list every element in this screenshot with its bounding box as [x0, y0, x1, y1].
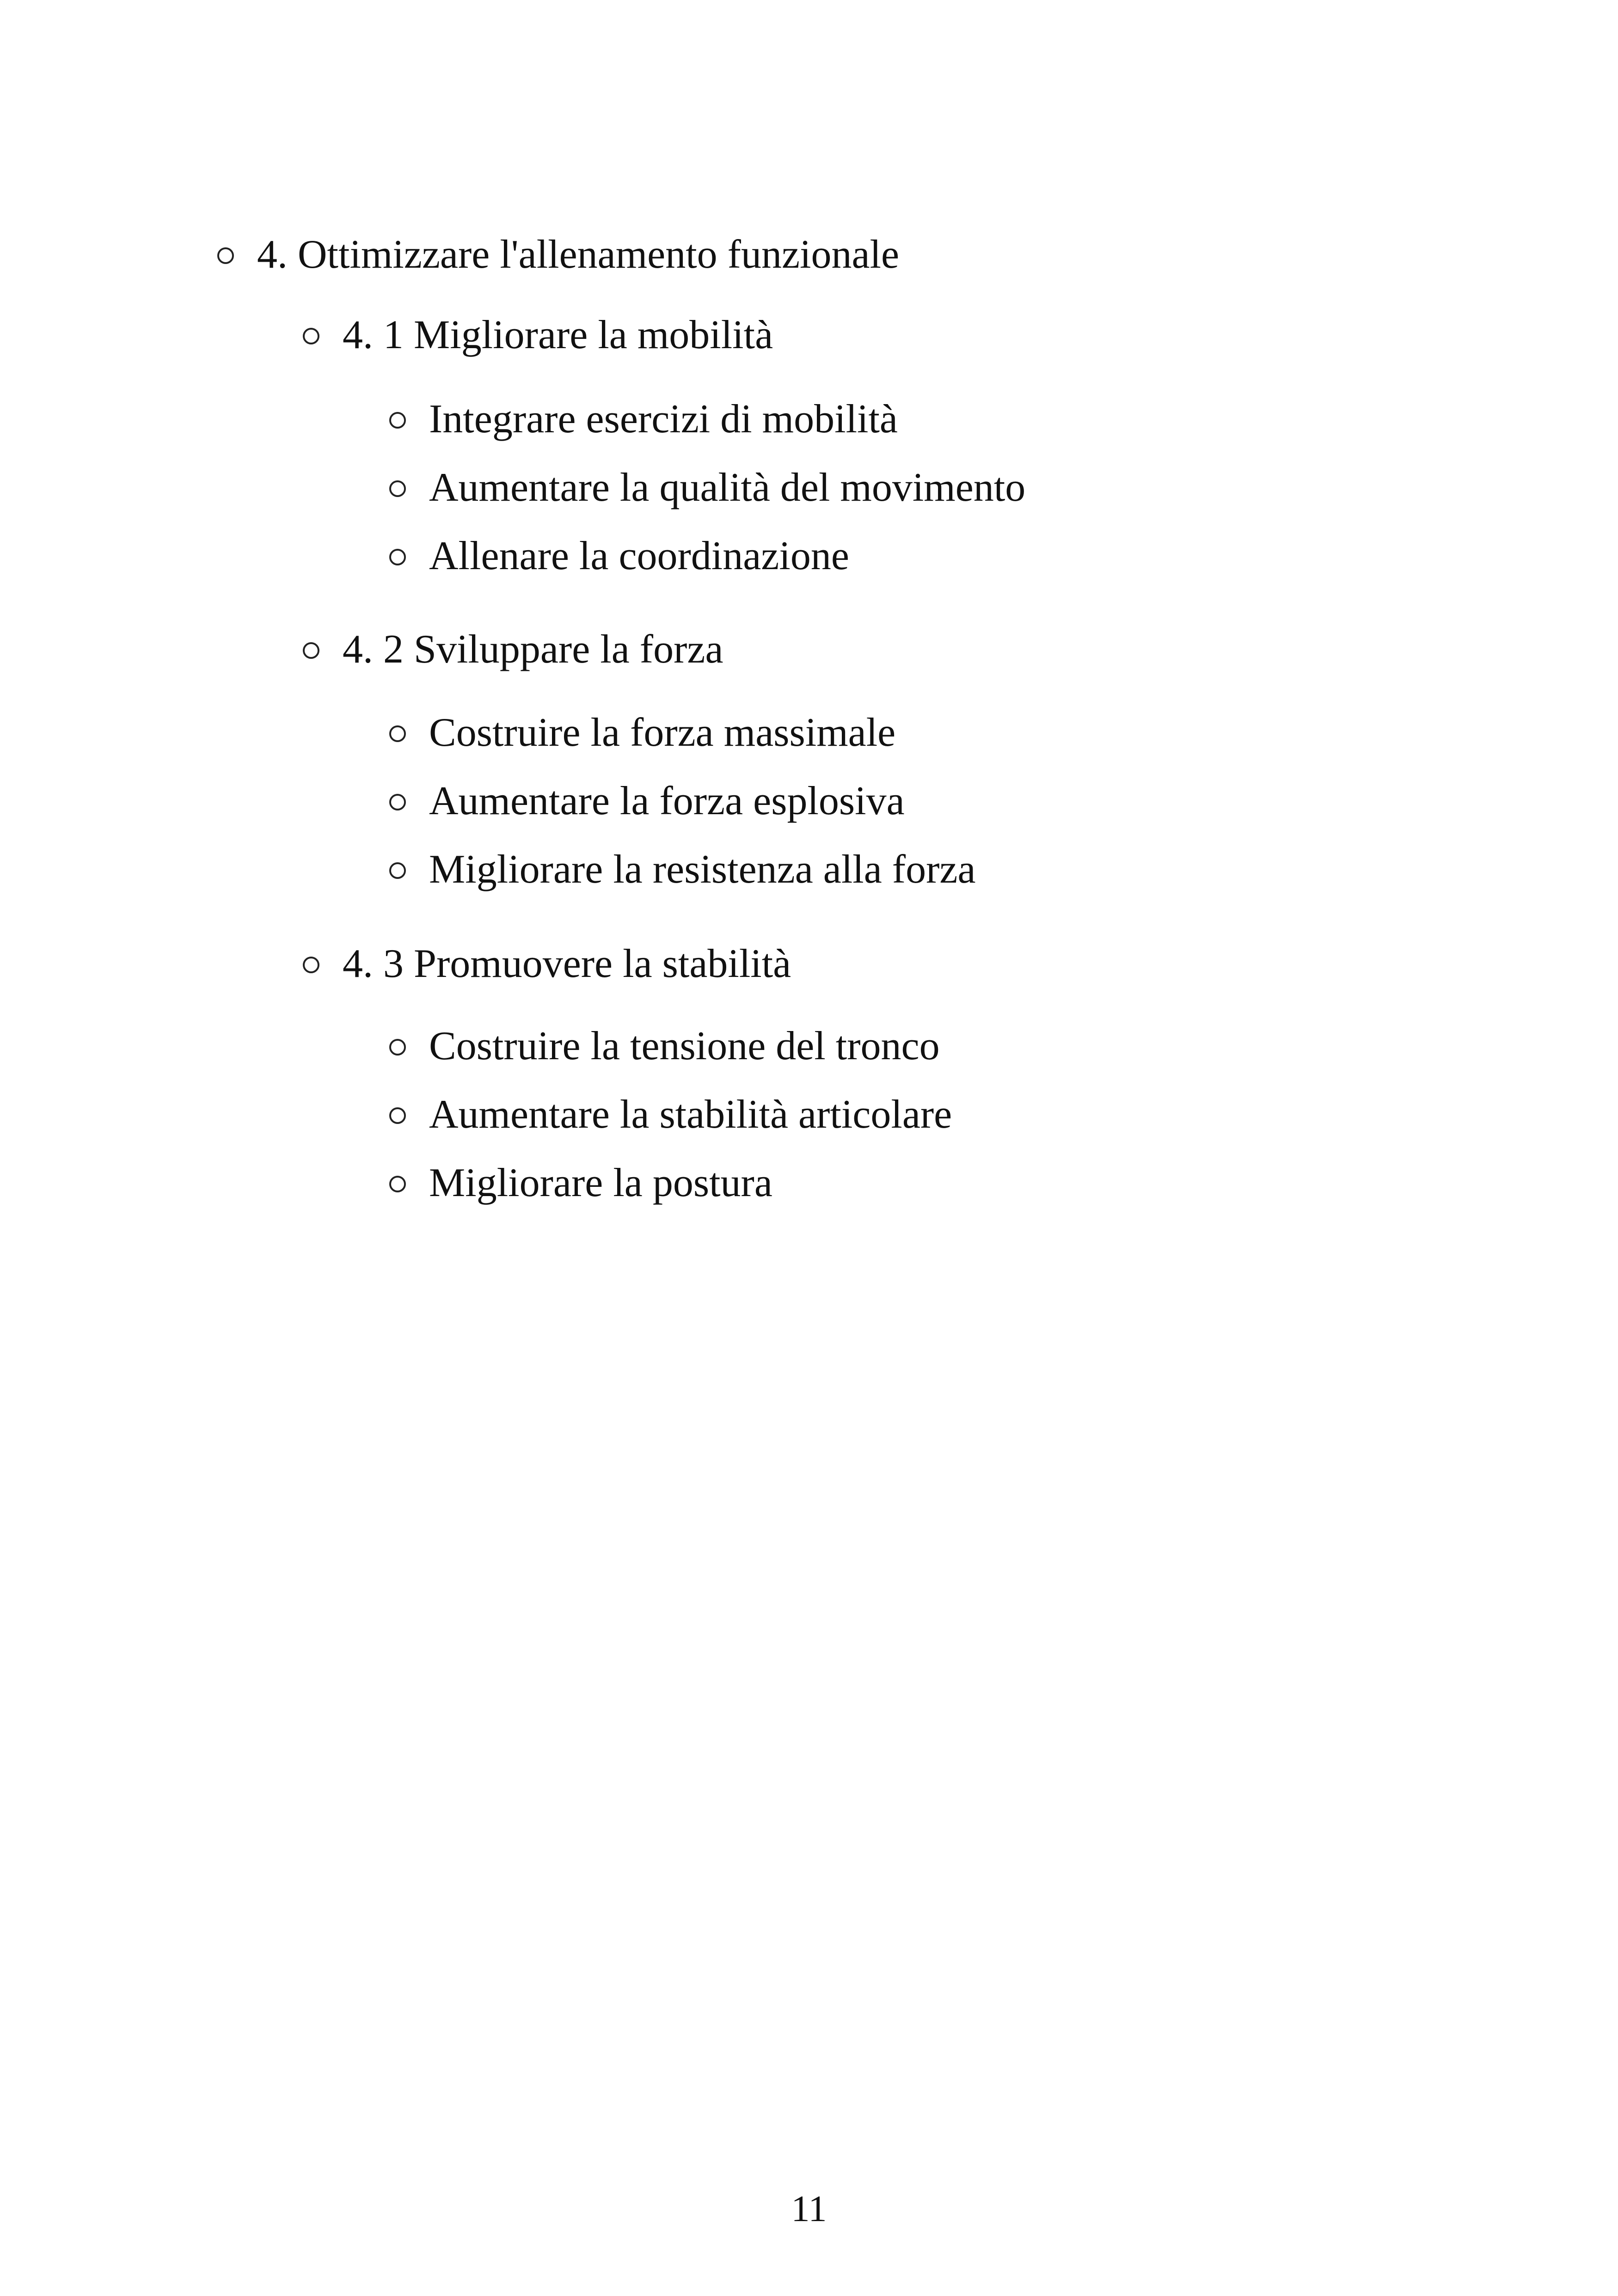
- list-item: [389, 1089, 952, 1140]
- list-item: [389, 1021, 940, 1072]
- list-item-text: Aumentare la stabilità articolare: [429, 1092, 952, 1137]
- hollow-circle-bullet-icon: [389, 862, 406, 879]
- section-title: 4. Ottimizzare l'allenamento funzionale: [257, 232, 900, 277]
- outline-subsection: [303, 939, 791, 989]
- subsection-title: 4. 2 Sviluppare la forza: [343, 627, 723, 672]
- hollow-circle-bullet-icon: [389, 480, 406, 497]
- list-item-text: Allenare la coordinazione: [429, 534, 849, 578]
- list-item-text: Migliorare la postura: [429, 1160, 772, 1205]
- hollow-circle-bullet-icon: [389, 725, 406, 742]
- list-item: [389, 1158, 772, 1209]
- hollow-circle-bullet-icon: [389, 794, 406, 810]
- list-item-text: Integrare esercizi di mobilità: [429, 397, 898, 442]
- list-item: [389, 776, 905, 827]
- hollow-circle-bullet-icon: [217, 247, 234, 264]
- outline-subsection: [303, 310, 773, 361]
- page-number: 11: [791, 2189, 827, 2229]
- hollow-circle-bullet-icon: [389, 1039, 406, 1056]
- outline-subsection: [303, 624, 723, 675]
- list-item-text: Migliorare la resistenza alla forza: [429, 847, 976, 892]
- hollow-circle-bullet-icon: [303, 957, 319, 973]
- hollow-circle-bullet-icon: [303, 642, 319, 659]
- list-item: [389, 707, 895, 758]
- subsection-title: 4. 3 Promuovere la stabilità: [343, 941, 791, 986]
- outline-section: [217, 229, 899, 280]
- list-item-text: Costruire la tensione del tronco: [429, 1024, 940, 1068]
- list-item-text: Aumentare la qualità del movimento: [429, 465, 1026, 510]
- hollow-circle-bullet-icon: [389, 1176, 406, 1192]
- list-item-text: Aumentare la forza esplosiva: [429, 779, 905, 823]
- hollow-circle-bullet-icon: [389, 412, 406, 429]
- list-item: [389, 844, 976, 895]
- list-item: [389, 462, 1025, 513]
- list-item: [389, 394, 898, 445]
- list-item: [389, 531, 849, 582]
- list-item-text: Costruire la forza massimale: [429, 710, 896, 755]
- hollow-circle-bullet-icon: [303, 328, 319, 344]
- hollow-circle-bullet-icon: [389, 549, 406, 565]
- subsection-title: 4. 1 Migliorare la mobilità: [343, 313, 773, 357]
- hollow-circle-bullet-icon: [389, 1107, 406, 1124]
